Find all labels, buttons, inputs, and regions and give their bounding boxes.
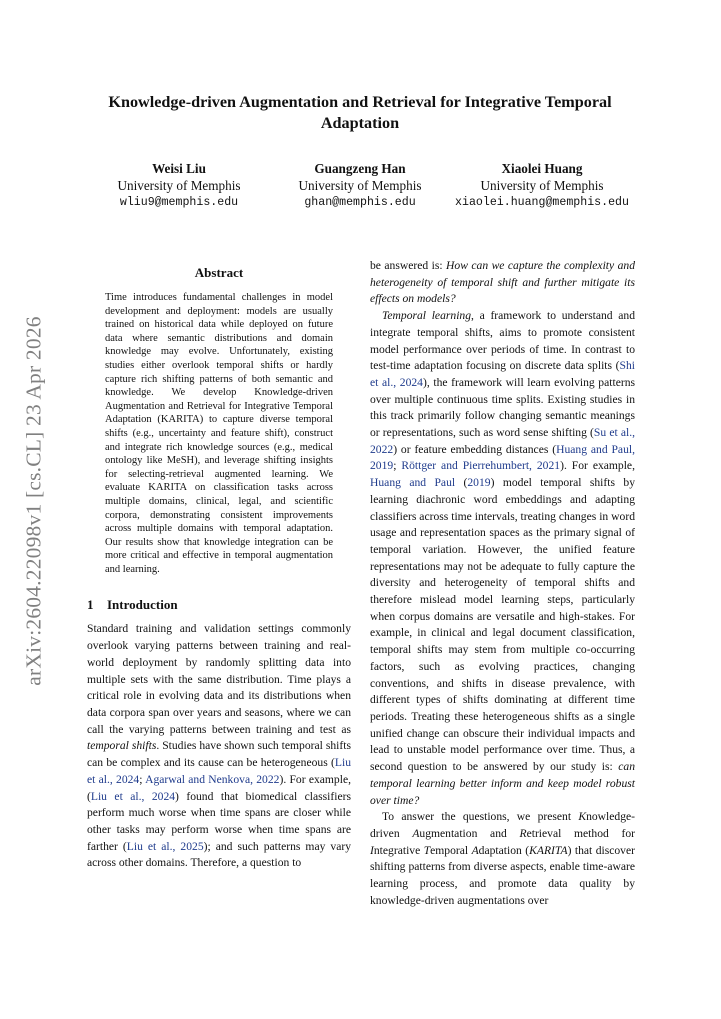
body-text: Standard training and validation settings commonly overlook varying patterns between training and real-world deployment by randomly splitting data into multiple sets with the same distribution. Time plays a critical role in evolving data and its distributions when data corpora span over years and seasons, where we can call the varying patterns between training and test as bbox=[87, 622, 351, 736]
right-column bbox=[370, 258, 635, 909]
body-text: ugmentation and bbox=[419, 826, 520, 840]
author-3 bbox=[442, 160, 642, 211]
intro-paragraph-3 bbox=[370, 809, 635, 909]
body-text: etrieval method for bbox=[526, 826, 635, 840]
body-text: ). For example, bbox=[560, 459, 635, 473]
author-affiliation: University of Memphis bbox=[298, 178, 422, 193]
emphasis-text: A bbox=[412, 826, 420, 840]
body-text: To answer the questions, we present bbox=[382, 810, 579, 824]
author-email[interactable]: ghan@memphis.edu bbox=[304, 196, 416, 209]
citation-link[interactable]: Liu et al., 2024 bbox=[90, 789, 176, 803]
arxiv-identifier: arXiv:2604.22098v1 [cs.CL] 23 Apr 2026 bbox=[21, 316, 46, 686]
body-text: ), the framework will learn evolving patterns over multiple continuous time splits. Existing studies in this track primarily follow changing semantic meanings or representations, such as word sense shifting ( bbox=[370, 375, 636, 440]
body-text: ; bbox=[139, 772, 146, 786]
intro-paragraph-2 bbox=[370, 308, 635, 809]
abstract-text: Time introduces fundamental challenges in model development and deployment: models are usually trained on historical data while deployed on future data where semantic distributions and domain knowledge may evolve. Unfortunately, existing studies either overlook temporal shifts or hardly capture rich shifting patterns of both semantic and knowledge. We develop Knowledge-driven Augmentation and Retrieval for Integrative Temporal Adaptation (KARITA) to capture diverse temporal shifts (e.g., uncertainty and feature shift), construct and integrate rich knowledge sources (e.g., medical ontology like MeSH), and leverage shifting insights for selecting-retrieval augmented learning. We evaluate KARITA on classification tasks across multiple domains, clinical, legal, and scientific corpora, demonstrating consistent improvements across multiple domains with temporal adaptation. Our results show that knowledge integration can be more critical and effective in temporal augmentation and learning. bbox=[105, 292, 333, 575]
emphasis-text: I bbox=[370, 843, 374, 857]
intro-paragraph-1 bbox=[87, 621, 351, 872]
section-heading bbox=[87, 596, 351, 613]
citation-link[interactable]: 2019 bbox=[467, 476, 491, 490]
citation-link[interactable]: Liu et al., 2024 bbox=[87, 756, 351, 786]
body-text: daptation ( bbox=[478, 843, 530, 857]
intro-paragraph-1-continued bbox=[370, 258, 635, 308]
author-2 bbox=[260, 160, 460, 211]
body-text: ). For example, ( bbox=[87, 772, 351, 803]
body-text: ); and such patterns may vary across other domains. Therefore, a question to bbox=[87, 839, 352, 870]
section-number: 1 bbox=[87, 597, 94, 613]
author-name: Weisi Liu bbox=[152, 161, 206, 176]
body-text: ) that discover shifting patterns from diverse aspects, enable time-aware learning process, and promote data quality by knowledge-driven augmentations over bbox=[370, 843, 635, 907]
body-text: ) model temporal shifts by learning diachronic word embeddings and adapting classifiers across time intervals, treating changes in word usage and representation spaces as the primary signal of temporal variation. However, the unified feature representations may not be adequate to fully capture the diversity and heterogeneity of temporal shifts and therefore mislead model learning steps, particularly when corpus domains are versatile and high-stakes. For example, in clinical and legal document classification, temporal shifts may stem from multiple co-occurring factors, such as evolving practices, changing conventions, and shifts in disease prevalence, with different types of shifts dominating at different time periods. Treating these heterogeneous shifts as a single unified change can obscure their individual impacts and lead to unstable model performance over time. Thus, a second question to be answered by our study is: bbox=[370, 476, 635, 774]
author-name: Xiaolei Huang bbox=[501, 161, 583, 176]
author-affiliation: University of Memphis bbox=[480, 178, 604, 193]
emphasis-text: A bbox=[471, 843, 479, 857]
left-column bbox=[87, 258, 351, 872]
body-text: ) or feature embedding distances ( bbox=[393, 442, 557, 456]
emphasis-text: K bbox=[578, 810, 587, 824]
body-text: nowledge-driven bbox=[370, 810, 635, 840]
citation-link[interactable]: Röttger and Pierrehumbert, 2021 bbox=[401, 459, 561, 473]
author-email[interactable]: xiaolei.huang@memphis.edu bbox=[455, 196, 629, 209]
author-name: Guangzeng Han bbox=[314, 161, 406, 176]
citation-link[interactable]: Su et al., 2022 bbox=[370, 426, 635, 456]
body-text: , a framework to understand and integrate temporal shifts, aims to promote consistent model performance over periods of time. In contrast to test-time adaptation focusing on discrete data splits ( bbox=[370, 309, 635, 373]
emphasis-text: How can we capture the complexity and heterogeneity of temporal shift and further mitigate its effects on models? bbox=[370, 259, 635, 306]
body-text: ) found that biomedical classifiers perform much worse when time spans are closer while other tasks may perform worse when time spans are farther ( bbox=[87, 789, 351, 853]
citation-link[interactable]: Agarwal and Nenkova, 2022 bbox=[145, 772, 280, 786]
body-text: . Studies have shown such temporal shifts can be complex and its cause can be heterogeneous ( bbox=[87, 739, 351, 770]
abstract-heading: Abstract bbox=[194, 265, 244, 280]
author-affiliation: University of Memphis bbox=[117, 178, 241, 193]
emphasis-text: Temporal learning bbox=[382, 309, 472, 323]
citation-link[interactable]: Huang and Paul bbox=[370, 476, 456, 490]
emphasis-text: KARITA bbox=[529, 843, 568, 857]
body-text: ntegrative bbox=[373, 843, 424, 857]
section-title: Introduction bbox=[107, 597, 178, 613]
emphasis-text: R bbox=[519, 826, 527, 840]
body-text: ; bbox=[393, 459, 402, 473]
author-1 bbox=[79, 160, 279, 211]
arxiv-stamp bbox=[14, 296, 54, 706]
emphasis-text: T bbox=[423, 843, 431, 857]
emphasis-text: temporal shifts bbox=[87, 739, 157, 753]
citation-link[interactable]: Liu et al., 2025 bbox=[126, 839, 204, 853]
body-text: emporal bbox=[430, 843, 472, 857]
citation-link[interactable]: Shi et al., 2024 bbox=[370, 359, 635, 389]
author-email[interactable]: wliu9@memphis.edu bbox=[119, 196, 239, 209]
body-text: be answered is: bbox=[370, 259, 447, 272]
citation-link[interactable]: Huang and Paul, 2019 bbox=[370, 442, 635, 473]
emphasis-text: can temporal learning better inform and keep model robust over time? bbox=[370, 760, 635, 807]
paper-title: Knowledge-driven Augmentation and Retrieval for Integrative Temporal Adaptation bbox=[108, 93, 612, 132]
body-text: ( bbox=[455, 476, 468, 490]
